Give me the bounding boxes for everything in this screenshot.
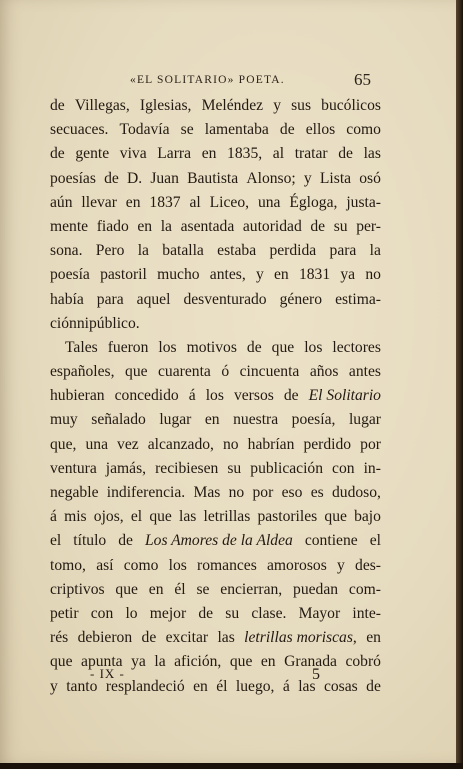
text-line: ción ni público. xyxy=(50,314,140,332)
sheet-number: 5 xyxy=(312,666,320,683)
text-line: muy señalado lugar en nuestra poesía, lugar xyxy=(50,411,381,429)
text-line: á mis ojos, el que las letrillas pastoriles que bajo xyxy=(50,508,381,526)
page-bottom-shadow xyxy=(0,763,463,769)
text-line: petir con lo mejor de su clase. Mayor inte- xyxy=(50,604,381,622)
text-line: había para aquel desventurado género estima- xyxy=(50,290,381,308)
text-line: hubieran concedido á los versos de El Solitario xyxy=(50,387,381,405)
printer-signature: - IX - xyxy=(90,666,125,681)
text-line: poesías de D. Juan Bautista Alonso; y Lista osó xyxy=(50,169,381,187)
text-line: negable indiferencia. Mas no por eso es dudoso, xyxy=(50,484,381,501)
text-line: ventura jamás, recibiesen su publicación con in- xyxy=(50,459,381,477)
text-line: mente fiado en la asentada autoridad de su per- xyxy=(50,217,381,235)
text-line: de Villegas, Iglesias, Meléndez y sus bucólicos xyxy=(50,97,381,114)
text-line: el título de Los Amores de la Aldea contiene el xyxy=(50,532,381,550)
text-line: criptivos que en él se encierran, puedan com- xyxy=(50,580,381,598)
text-line: tomo, así como los romances amorosos y des- xyxy=(50,556,381,574)
text-line: de gente viva Larra en 1835, al tratar de las xyxy=(50,145,381,163)
text-line: Tales fueron los motivos de que los lectores xyxy=(65,338,381,356)
page-edge-shadow xyxy=(456,0,463,769)
page-number: 65 xyxy=(354,70,371,89)
running-head-title: «EL SOLITARIO» POETA. xyxy=(130,74,285,86)
body-text xyxy=(50,94,381,699)
text-line: y tanto resplandeció en él luego, á las cosas de xyxy=(50,677,381,695)
text-line: poesía pastoril mucho antes, y en 1831 ya no xyxy=(50,266,381,284)
page-footer xyxy=(50,666,381,686)
text-line: que, una vez alcanzado, no habrían perdido por xyxy=(50,435,381,453)
text-line: que apunta ya la afición, que en Granada cobró xyxy=(50,653,381,671)
text-line: secuaces. Todavía se lamentaba de ellos como xyxy=(50,121,381,139)
text-line: aún llevar en 1837 al Liceo, una Égloga, justa- xyxy=(50,193,381,211)
text-line: rés debieron de excitar las letrillas moriscas, en xyxy=(50,629,381,647)
text-line: españoles, que cuarenta ó cincuenta años antes xyxy=(50,363,381,381)
running-head xyxy=(50,72,381,92)
text-line: sona. Pero la batalla estaba perdida para la xyxy=(50,242,381,260)
